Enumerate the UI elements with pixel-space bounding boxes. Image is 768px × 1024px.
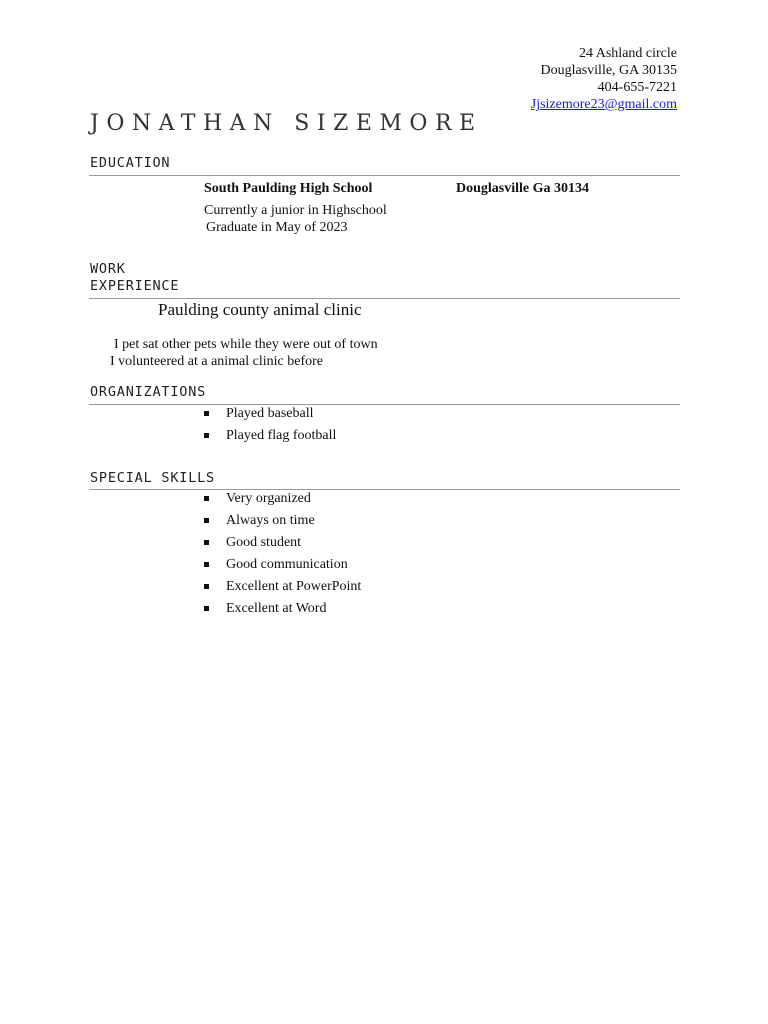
list-item-text: Played flag football: [226, 428, 337, 443]
skills-heading: SPECIAL SKILLS: [90, 470, 215, 486]
work-line: I pet sat other pets while they were out of town: [114, 337, 378, 352]
work-line: I volunteered at a animal clinic before: [110, 354, 324, 369]
school-name: South Paulding High School: [204, 181, 373, 196]
city: Douglasville, GA 30135: [540, 63, 677, 78]
list-item-text: Very organized: [226, 491, 311, 506]
applicant-name: JONATHAN SIZEMORE: [90, 111, 483, 136]
list-item: [204, 405, 336, 427]
work-divider: [89, 298, 680, 299]
work-heading-line1: WORK: [90, 261, 126, 277]
bullet-icon: [204, 584, 209, 589]
address: 24 Ashland circle: [579, 46, 677, 61]
list-item-text: Good student: [226, 535, 302, 550]
list-item-text: Excellent at Word: [226, 601, 327, 616]
school-location: Douglasville Ga 30134: [456, 181, 590, 196]
organizations-list: [204, 405, 336, 449]
list-item-text: Always on time: [226, 513, 315, 528]
education-heading: EDUCATION: [90, 155, 171, 171]
list-item-text: Good communication: [226, 557, 348, 572]
phone: 404-655-7221: [597, 80, 677, 95]
organizations-divider: [89, 404, 680, 405]
education-line: Graduate in May of 2023: [206, 220, 348, 235]
skills-list: [204, 490, 361, 622]
list-item: [204, 427, 336, 449]
list-item: [204, 512, 361, 534]
bullet-icon: [204, 518, 209, 523]
bullet-icon: [204, 562, 209, 567]
bullet-icon: [204, 411, 209, 416]
list-item-text: Excellent at PowerPoint: [226, 579, 362, 594]
list-item-text: Played baseball: [226, 406, 314, 421]
list-item: [204, 556, 361, 578]
education-line: Currently a junior in Highschool: [204, 203, 387, 218]
organizations-heading: ORGANIZATIONS: [90, 384, 207, 400]
education-divider: [89, 175, 680, 176]
list-item: [204, 534, 361, 556]
bullet-icon: [204, 540, 209, 545]
list-item: [204, 578, 361, 600]
employer-name: Paulding county animal clinic: [158, 300, 362, 319]
list-item: [204, 490, 361, 512]
bullet-icon: [204, 433, 209, 438]
email-link[interactable]: Jjsizemore23@gmail.com: [530, 97, 677, 112]
contact-block: [531, 45, 677, 113]
bullet-icon: [204, 606, 209, 611]
work-heading-line2: EXPERIENCE: [90, 278, 180, 294]
skills-divider: [89, 489, 680, 490]
work-heading: [90, 261, 179, 295]
list-item: [204, 600, 361, 622]
bullet-icon: [204, 496, 209, 501]
